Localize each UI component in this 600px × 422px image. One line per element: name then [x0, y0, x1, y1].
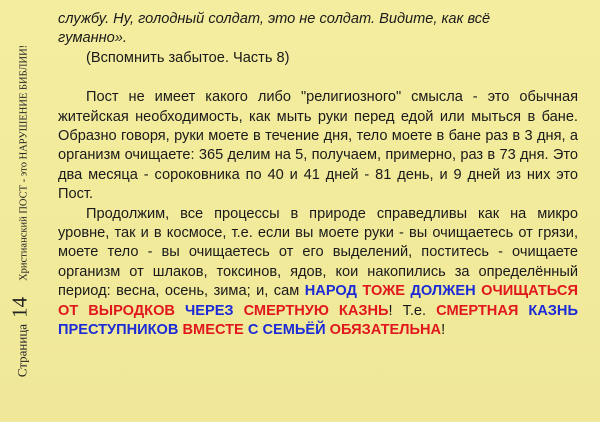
exclamation-2: ! [441, 322, 446, 339]
quote-reference: (Вспомнить забытое. Часть 8) [86, 49, 290, 66]
paragraph-2 [58, 205, 578, 341]
book-title: Христианский ПОСТ - это НАРУШЕНИЕ БИБЛИИ! [18, 44, 30, 281]
highlight-ochishchatsya: ОЧИЩАТЬСЯ ОТ ВЫРОДКОВ [58, 283, 578, 319]
highlight-s-semyey: С СЕМЬЁЙ [247, 322, 326, 339]
highlight-smertnuyu-kazn: СМЕРТНУЮ КАЗНЬ [243, 302, 389, 319]
quote-line-2: гуманно». [58, 30, 127, 47]
page-body [58, 10, 578, 341]
highlight-tozhe: ТОЖЕ [362, 283, 406, 300]
highlight-smertnaya: СМЕРТНАЯ [436, 302, 519, 319]
paragraph-gap [58, 68, 578, 88]
highlight-vmeste: ВМЕСТЕ [182, 322, 244, 339]
exclamation-1: ! [388, 302, 393, 319]
te-abbrev: Т.е. [402, 302, 427, 319]
paragraph-2-text: Продолжим, все процессы в природе справедливы как на микро уровне, так и в космосе, т.е. если вы моете руки - вы очищаетесь от грязи, моете тело - вы очищаетесь от его выделений, поститесь - очищаете организм от шлаков, токсинов, ядов, кои накопились за определённый период: весна, осень, зима; и, сам [58, 205, 578, 300]
highlight-kazn-prestupnikov: КАЗНЬ ПРЕСТУПНИКОВ [58, 302, 578, 339]
highlight-cherez: ЧЕРЕЗ [184, 302, 234, 319]
page-number: 14 [7, 296, 32, 318]
highlight-obyazatelno: ОБЯЗАТЕЛЬНА [329, 322, 442, 339]
page-spine [0, 0, 40, 422]
page-label: Страница [14, 323, 30, 378]
highlight-dolzhen: ДОЛЖЕН [410, 283, 476, 300]
paragraph-1: Пост не имеет какого либо "религиозного" смысла - это обычная житейская необходимость, как мыть руки перед едой или мыться в бане. Образно говоря, руки моете в течение дня, тело моете в бане раз в 3 дня, а организм очищаете: 365 делим на 5, получаем, примерно, раз в 73 дня. Это два месяца - сороковника по 40 и 41 дней - 81 день, и 9 дней из них это Пост. [58, 89, 578, 203]
quote-line-1: службу. Ну, голодный солдат, это не солдат. Видите, как всё [58, 11, 491, 27]
highlight-narod: НАРОД [304, 283, 357, 300]
spine-caption [8, 45, 33, 377]
